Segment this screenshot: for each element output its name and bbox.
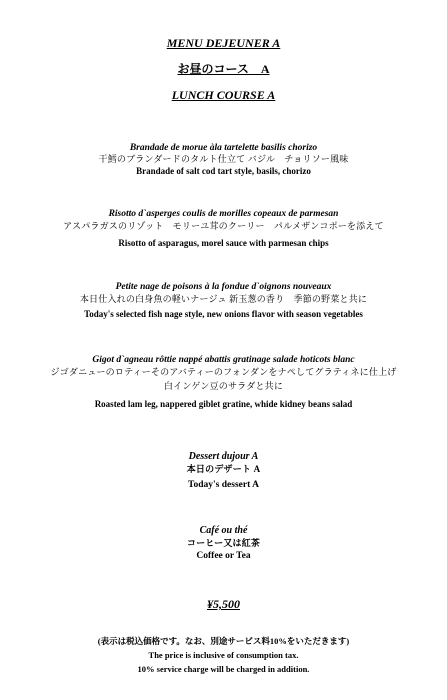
cafe-japanese: コーヒー又は紅茶 [186,538,261,548]
course-3-japanese: 本日仕入れの白身魚の軽いナージュ 新玉葱の香り 季節の野菜と共に [79,294,368,304]
course-1-english: Brandade of salt cod tart style, basils, chorizo [136,166,311,176]
course-4-japanese: ジゴダニューのロティーそのアバティーのフォンダンをナペしてグラティネに仕上げ [50,367,397,377]
dessert-english: Today's dessert A [188,480,259,490]
dessert-french: Dessert dujour A [188,451,259,462]
tax-note-japanese: (表示は税込価格です。なお、別途サービス料10%をいただきます) [97,636,350,646]
course-1-japanese: 干鱈のブランダードのタルト仕立て バジル チョリソー風味 [98,154,349,164]
menu-price: ¥5,500 [207,597,240,611]
cafe-french: Café ou thé [199,525,248,536]
course-2-french: Risotto d`asperges coulis de morilles copeaux de parmesan [108,209,339,219]
service-charge-note-english: 10% service charge will be charged in addition. [137,664,310,674]
course-4-japanese-line2: 白インゲン豆のサラダと共に [163,381,284,391]
course-1-french: Brandade de morue àla tartelette basilis chorizo [129,143,318,153]
menu-title-english: LUNCH COURSE A [171,88,276,102]
course-2-english: Risotto of asparagus, morel sauce with parmesan chips [118,238,329,248]
course-3-english: Today's selected fish nage style, new onions flavor with season vegetables [84,309,363,319]
dessert-japanese: 本日のデザート A [186,464,261,474]
course-4-english: Roasted lam leg, nappered giblet gratine, whide kidney beans salad [94,399,353,409]
menu-title-japanese: お昼のコース A [177,62,270,76]
tax-note-english: The price is inclusive of consumption tax. [148,650,299,660]
menu-title-french: MENU DEJEUNER A [166,36,281,50]
cafe-english: Coffee or Tea [196,551,251,561]
course-3-french: Petite nage de poisons à la fondue d`oignons nouveaux [115,282,332,292]
course-2-japanese: アスパラガスのリゾット モリーユ茸のクーリー パルメザンコポーを添えて [63,221,384,231]
course-4-french: Gigot d`agneau rôttie nappé abattis gratinage salade hoticots blanc [92,355,355,365]
